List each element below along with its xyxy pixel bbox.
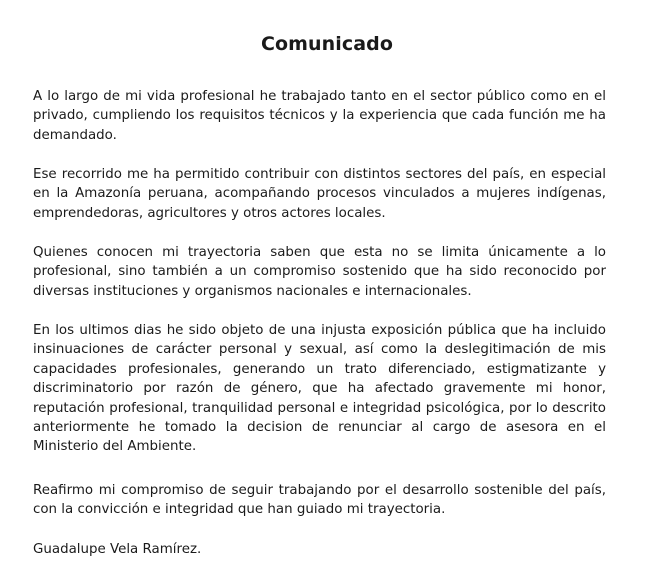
paragraph-4: En los ultimos dias he sido objeto de una injusta exposición pública que ha incluido insinuaciones de carácter personal y sexual, así como la deslegitimación de mis capacidades profesionales, generando un trato diferenciado, estigmatizante y discriminatorio por razón de género, que ha afectado gravemente mi honor, reputación profesional, tranquilidad personal e integridad psicológica, por lo descrito anteriormente he tomado la decision de renunciar al cargo de asesora en el Ministerio del Ambiente. — [33, 323, 606, 455]
paragraph-3: Quienes conocen mi trayectoria saben que esta no se limita únicamente a lo profesional, sino también a un compromiso sostenido que ha sido reconocido por diversas instituciones y organismos nacionales e internacionales. — [33, 245, 606, 299]
paragraph-2: Ese recorrido me ha permitido contribuir con distintos sectores del país, en especial en la Amazonía peruana, acompañando procesos vinculados a mujeres indígenas, emprendedoras, agricultores y otros actores locales. — [33, 167, 606, 221]
paragraph-1: A lo largo de mi vida profesional he trabajado tanto en el sector público como en el privado, cumpliendo los requisitos técnicos y la experiencia que cada función me ha demandado. — [33, 89, 606, 143]
paragraph-5: Reafirmo mi compromiso de seguir trabajando por el desarrollo sostenible del país, con la convicción e integridad que han guiado mi trayectoria. — [33, 483, 606, 518]
document-title: Comunicado — [260, 33, 394, 55]
signature: Guadalupe Vela Ramírez. — [33, 542, 202, 557]
